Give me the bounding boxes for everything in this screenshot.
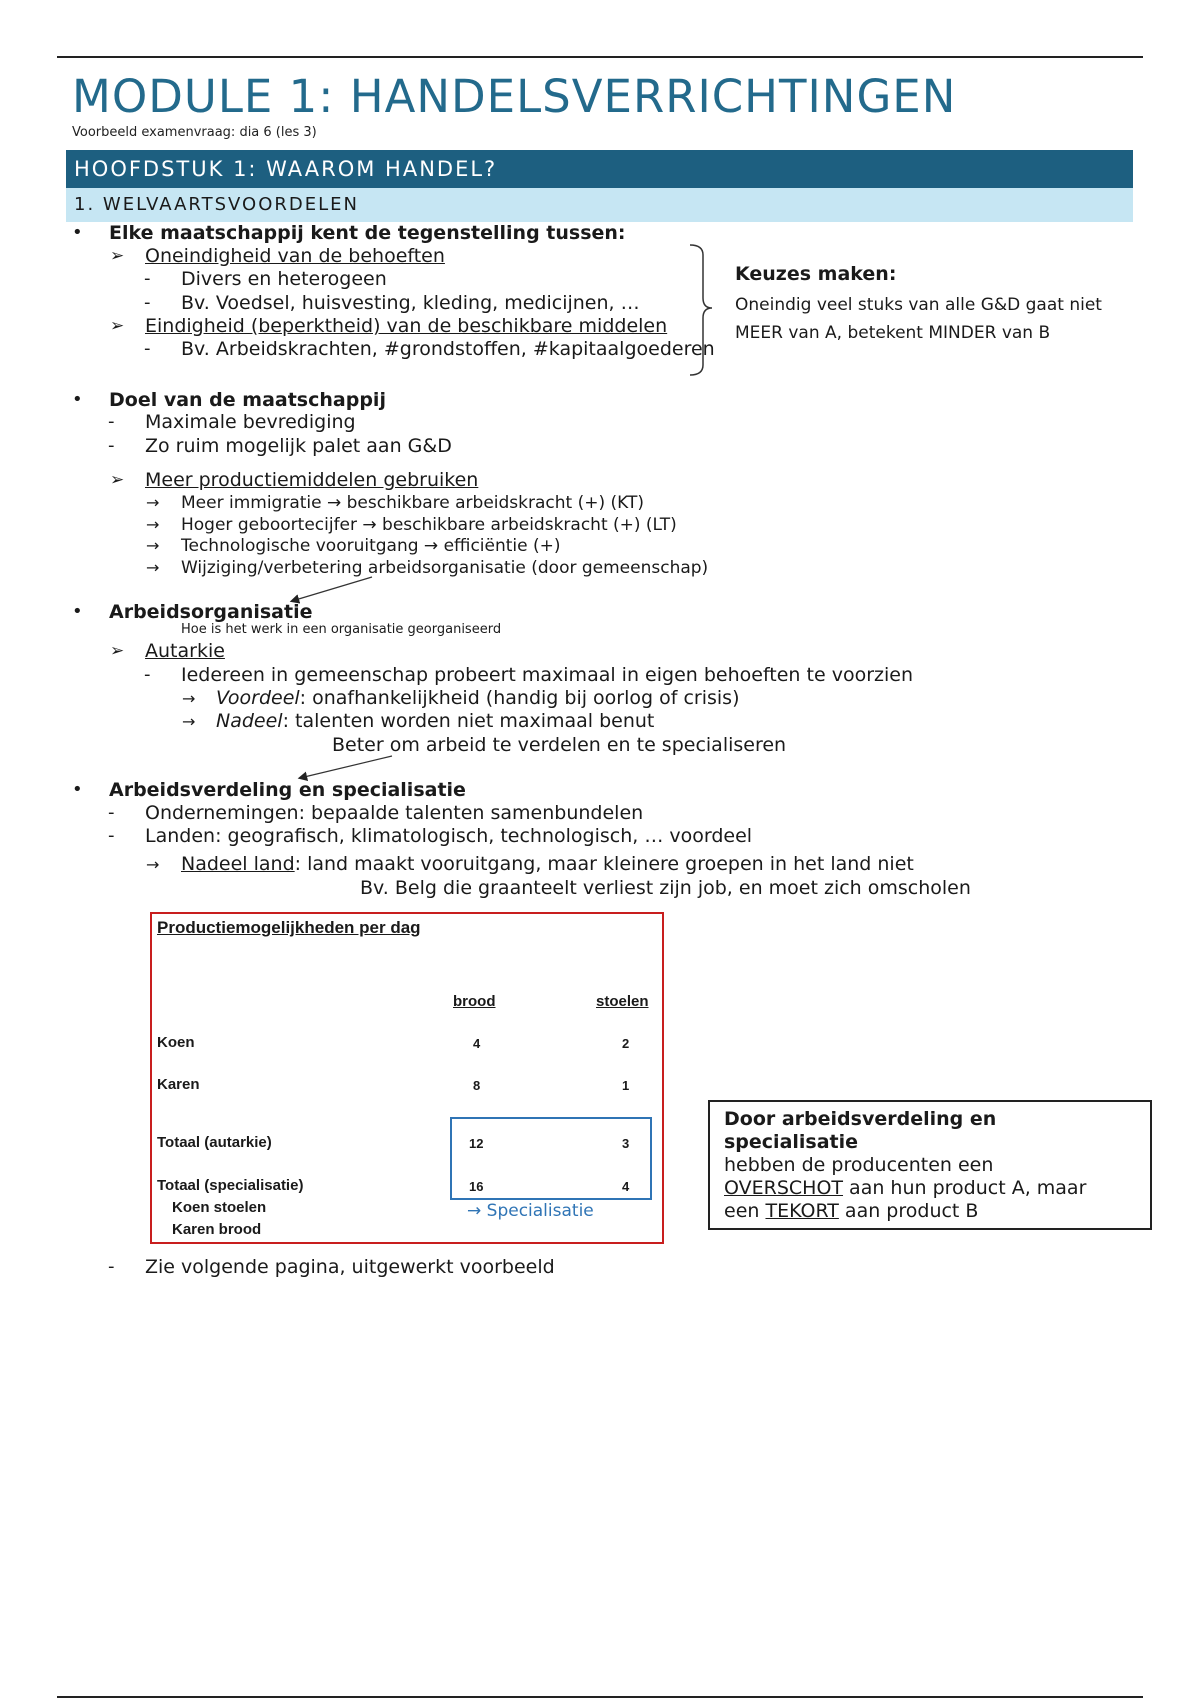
chapter-heading: HOOFDSTUK 1: WAAROM HANDEL? [66,150,1133,188]
block1-item1: Oneindigheid van de behoeften [145,245,445,267]
block3-note: Hoe is het werk in een organisatie georganiseerd [181,622,502,637]
note-overschot: OVERSCHOT [724,1177,844,1199]
side-heading: Keuzes maken: [735,263,897,285]
bullet: • [72,222,83,243]
page-subtitle: Voorbeeld examenvraag: dia 6 (les 3) [72,125,317,140]
disadv-text: : land maakt vooruitgang, maar kleinere groepen in het land niet [294,853,914,875]
block2-sub-heading: Meer productiemiddelen gebruiken [145,469,479,491]
block2-arrow-1: Meer immigratie → beschikbare arbeidskracht (+) (KT) [181,493,644,513]
section-heading: 1. WELVAARTSVOORDELEN [66,188,1133,222]
arrow-bullet: ➢ [110,246,125,266]
block1-item1-sub2: Bv. Voedsel, huisvesting, kleding, medicijnen, … [181,292,640,314]
con-text: : talenten worden niet maximaal benut [282,710,655,732]
extra-koen-stoelen: Koen stoelen [172,1199,267,1216]
extra-karen-brood: Karen brood [172,1221,262,1238]
side-line-1: Oneindig veel stuks van alle G&D gaat niet [735,295,1102,315]
dash: - [108,411,115,432]
karen-stoelen: 1 [622,1078,630,1093]
connector-arrow-2 [300,756,392,778]
note-line-2: specialisatie [724,1131,859,1153]
block2-arrow-4: Wijziging/verbetering arbeidsorganisatie (door gemeenschap) [181,558,709,578]
bullet: • [72,779,83,800]
col-brood: brood [453,993,496,1010]
dash: - [144,664,151,685]
note-tekort: TEKORT [765,1200,839,1222]
dash: - [108,802,115,823]
block3-sub-heading: Autarkie [145,640,225,662]
right-arrow: → [146,493,160,512]
side-line-2: MEER van A, betekent MINDER van B [735,323,1051,343]
block2-line2: Zo ruim mogelijk palet aan G&D [145,435,452,457]
block3-heading: Arbeidsorganisatie [109,601,313,623]
note-line-4-rest: aan hun product A, maar [843,1177,1087,1199]
koen-stoelen: 2 [622,1036,630,1051]
right-arrow: → [182,689,196,708]
koen-brood: 4 [473,1036,481,1051]
total-spec-brood: 16 [469,1179,484,1194]
page-title: MODULE 1: HANDELSVERRICHTINGEN [72,70,957,123]
dash: - [144,268,151,289]
block4-heading: Arbeidsverdeling en specialisatie [109,779,466,801]
right-arrow: → [146,855,160,874]
pro-text: : onafhankelijkheid (handig bij oorlog of crisis) [299,687,740,709]
con-label: Nadeel [216,710,283,732]
note-line-1: Door arbeidsverdeling en [724,1108,997,1130]
bullet: • [72,389,83,410]
brace-line [690,245,712,375]
note-line-3: hebben de producenten een [724,1154,994,1176]
total-autarky-stoelen: 3 [622,1136,630,1151]
block1-heading: Elke maatschappij kent de tegenstelling tussen: [109,222,626,244]
block1-item2-sub1: Bv. Arbeidskrachten, #grondstoffen, #kapitaalgoederen [181,338,715,360]
dash: - [108,825,115,846]
block3-line1: Iedereen in gemeenschap probeert maximaal in eigen behoeften te voorzien [181,664,913,686]
block1-item1-sub1: Divers en heterogeen [181,268,387,290]
footer-line: Zie volgende pagina, uitgewerkt voorbeeld [145,1256,555,1278]
right-arrow: → [146,558,160,577]
dash: - [108,435,115,456]
karen-brood: 8 [473,1078,481,1093]
row-label-koen: Koen [157,1034,195,1051]
disadv-label: Nadeel land [181,853,295,875]
block1-item2: Eindigheid (beperktheid) van de beschikbare middelen [145,315,668,337]
block4-example: Bv. Belg die graanteelt verliest zijn job, en moet zich omscholen [360,877,971,899]
total-autarky-brood: 12 [469,1136,484,1151]
arrow-bullet: ➢ [110,641,125,661]
table-title: Productiemogelijkheden per dag [157,918,421,937]
row-label-karen: Karen [157,1076,200,1093]
arrow-bullet: ➢ [110,470,125,490]
block2-heading: Doel van de maatschappij [109,389,386,411]
block2-arrow-3: Technologische vooruitgang → efficiëntie (+) [181,536,561,556]
dash: - [108,1256,115,1277]
dash: - [144,338,151,359]
row-label-total-autarky: Totaal (autarkie) [157,1134,272,1151]
arrow-bullet: ➢ [110,316,125,336]
col-stoelen: stoelen [596,993,649,1010]
connector-arrow-1 [292,577,372,601]
pro-label: Voordeel [216,687,300,709]
block2-arrow-2: Hoger geboortecijfer → beschikbare arbeidskracht (+) (LT) [181,515,677,535]
note-line-5-rest: aan product B [838,1200,979,1222]
dash: - [144,292,151,313]
block4-line2: Landen: geografisch, klimatologisch, technologisch, … voordeel [145,825,753,847]
row-label-total-specialisation: Totaal (specialisatie) [157,1177,304,1194]
right-arrow: → [146,515,160,534]
block3-better: Beter om arbeid te verdelen en te specialiseren [332,734,787,756]
right-arrow: → [182,712,196,731]
bullet: • [72,601,83,622]
right-arrow: → [146,536,160,555]
total-spec-stoelen: 4 [622,1179,630,1194]
block2-line1: Maximale bevrediging [145,411,356,433]
block4-line1: Ondernemingen: bepaalde talenten samenbundelen [145,802,644,824]
note-line-5-pre: een [724,1200,766,1222]
specialisation-label: → Specialisatie [467,1201,594,1221]
